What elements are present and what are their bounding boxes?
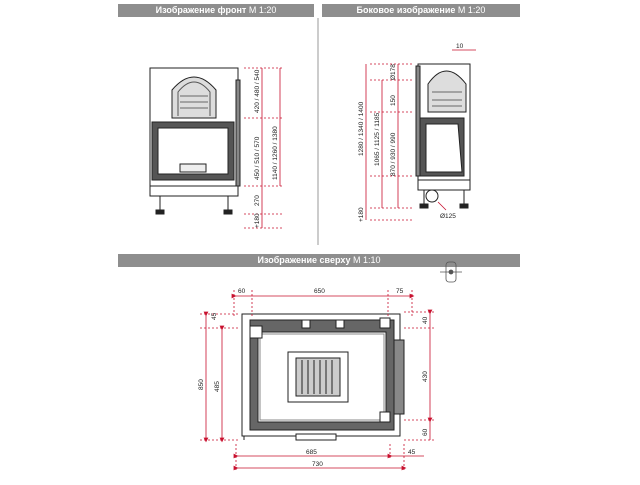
- top-view-scale: M 1:10: [352, 255, 381, 265]
- front-door-heights: 450 / 510 / 570: [254, 136, 261, 180]
- side-lower-heights: 870 / 930 / 990: [390, 132, 397, 176]
- side-flue-diameter: Ø178: [390, 64, 397, 80]
- top-dim-bottom-right: 45: [408, 449, 416, 456]
- top-dim-right-bottom: 60: [422, 428, 429, 436]
- side-view-title: Боковое изображение: [356, 5, 456, 15]
- top-view-drawing: [242, 314, 404, 440]
- side-flue-offset: 150: [390, 95, 397, 106]
- front-view-drawing: [150, 68, 240, 214]
- side-total-heights: 1280 / 1340 / 1400: [358, 101, 365, 156]
- top-dim-left-small: 45: [211, 312, 218, 320]
- top-dim-left: 60: [238, 288, 246, 295]
- side-legs: +180: [358, 207, 365, 222]
- top-dim-right: 75: [396, 288, 404, 295]
- top-dim-mid: 650: [314, 288, 325, 295]
- top-dim-right-top: 40: [422, 316, 429, 324]
- side-view-drawing: [416, 64, 470, 208]
- front-base: 270: [254, 195, 261, 206]
- top-dim-left-inner: 485: [214, 381, 221, 392]
- front-upper-heights: 420 / 480 / 540: [254, 69, 261, 113]
- top-dim-bottom-total: 730: [312, 461, 323, 468]
- side-mid-heights: 1065 / 1125 / 1185: [374, 112, 381, 166]
- top-view-title: Изображение сверху: [257, 255, 351, 265]
- top-dim-left-total: 850: [198, 379, 205, 390]
- front-legs: +180: [254, 213, 261, 228]
- side-air-diameter: Ø125: [440, 213, 456, 220]
- side-view-scale: M 1:20: [457, 5, 486, 15]
- top-dim-right-mid: 430: [422, 371, 429, 382]
- front-total-heights: 1140 / 1260 / 1380: [272, 126, 279, 180]
- front-view-scale: M 1:20: [248, 5, 277, 15]
- top-dim-bottom-inner: 685: [306, 449, 317, 456]
- side-top-offset: 10: [456, 43, 464, 50]
- orientation-icon: [440, 262, 462, 282]
- front-view-title: Изображение фронт: [155, 5, 247, 15]
